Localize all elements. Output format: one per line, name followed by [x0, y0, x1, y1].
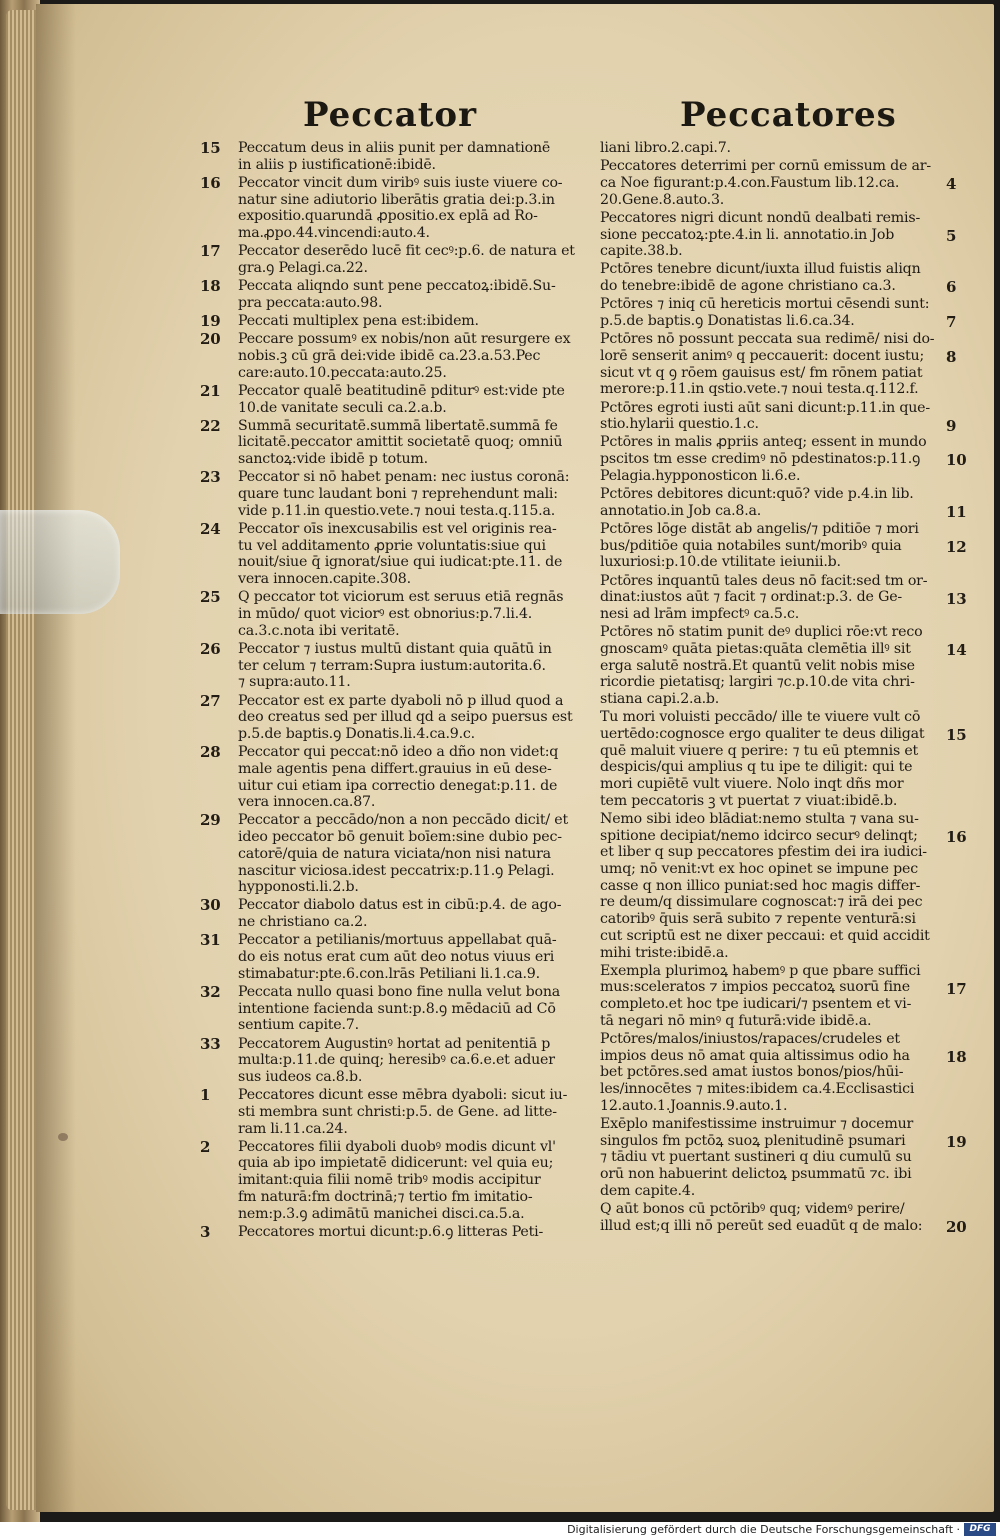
index-entry	[200, 1139, 590, 1223]
index-entry	[200, 418, 590, 468]
entry-number: 17	[946, 979, 967, 998]
index-entry	[600, 261, 957, 297]
index-entry	[200, 984, 590, 1034]
entry-number: 3	[200, 1222, 211, 1241]
index-entry	[600, 962, 967, 1030]
entry-number: 13	[946, 589, 967, 608]
entry-number: 20	[200, 330, 221, 349]
entry-number: 20	[946, 1218, 967, 1237]
entry-text: Peccator si nō habet penam: nec iustus coronā: quare tunc laudant boni ⁊ reprehendunt mali: vide p.11.in questio.vete.⁊ noui testa.q.115.a.	[238, 469, 570, 519]
entry-text: Q peccator tot viciorum est seruus etiā regnās in mūdo/ quot viciorꝰ est obnorius:p.7.li.4. ca.3.c.nota ibi veritatē.	[238, 589, 564, 639]
entry-text: Peccatores mortui dicunt:p.6.ꝯ litteras Peti-	[238, 1223, 544, 1240]
bookmark-clip	[0, 510, 120, 614]
entry-number: 14	[946, 641, 967, 660]
index-entry	[600, 434, 967, 484]
entry-number: 16	[200, 173, 221, 192]
digitization-footer	[0, 1522, 1000, 1537]
entry-number: 33	[200, 1034, 221, 1053]
entry-text: Pctōres/malos/iniustos/rapaces/crudeles et impios deus nō amat quia altissimus odio ha bet pctōres.sed amat iustos bonos/pios/hūi- les/innocētes ⁊ mites:ibidem ca.4.Ecclisastici 12.auto.1.Joannis.9.auto.1.	[600, 1031, 915, 1114]
entry-text: Peccatores deterrimi per cornū emissum de ar- ca Noe figurant:p.4.con.Faustum lib.12.ca. 20.Gene.8.auto.3.	[600, 158, 931, 208]
entry-number: 15	[946, 726, 967, 745]
index-entry	[200, 469, 590, 519]
entry-number: 1	[200, 1086, 211, 1105]
dfg-logo: DFG	[964, 1523, 996, 1536]
index-entry	[600, 1116, 967, 1200]
index-entry	[600, 1201, 967, 1237]
entry-text: Peccata nullo quasi bono fine nulla velut bona intentione facienda sunt:p.8.ꝯ mēdaciū ad Cō sentium capite.7.	[238, 983, 561, 1034]
index-entry	[600, 520, 967, 571]
entry-number: 16	[946, 827, 967, 846]
entry-number: 19	[200, 312, 221, 331]
index-entry	[600, 399, 957, 435]
index-entry	[200, 641, 590, 691]
entry-text: Peccator qui peccat:nō ideo a dño non videt:q male agentis pena differt.grauius in eū dese- uitur cui etiam ipa correctio denegat:p.11. de vera innocen.ca.87.	[238, 744, 559, 811]
index-entry	[200, 1036, 590, 1086]
entry-text: Peccator est ex parte dyaboli nō p illud quod a deo creatus sed per illud qd a seipo puersus est p.5.de baptis.ꝯ Donatis.li.4.ca.9.c.	[238, 692, 573, 742]
index-entry	[200, 140, 590, 173]
entry-text: Summā securitatē.summā libertatē.summā fe licitatē.peccator amittit societatē quoq; omniū sanctoꝝ:vide ibidē p totum.	[238, 417, 563, 468]
entry-text: Exēplo manifestissime instruimur ⁊ docemur singulos fm pctōꝝ suoꝝ plenitudinē psumari ⁊ tādiu vt puertant sustineri q diu cumulū su orū non habuerint delictoꝝ psummatū ⁊c. ibi dem capite.4.	[600, 1116, 914, 1199]
index-entry	[200, 1224, 590, 1241]
entry-number: 6	[946, 278, 957, 297]
entry-number: 11	[946, 503, 967, 522]
entry-number: 23	[200, 468, 221, 487]
entry-number: 32	[200, 982, 221, 1001]
entry-number: 7	[946, 313, 957, 332]
entry-text: Peccata aliqndo sunt pene peccatoꝝ:ibidē.Su- pra peccata:auto.98.	[238, 278, 556, 311]
entry-text: liani libro.2.capi.7.	[600, 140, 731, 156]
entry-text: Peccatores dicunt esse mēbra dyaboli: sicut iu- sti membra sunt christi:p.5. de Gene. ad litte- ram li.11.ca.24.	[238, 1087, 568, 1137]
index-entry	[200, 897, 590, 930]
entry-number: 25	[200, 588, 221, 607]
index-entry	[600, 572, 967, 623]
entry-text: Peccator qualē beatitudinē pditurꝰ est:vide pte 10.de vanitate seculi ca.2.a.b.	[238, 382, 565, 416]
entry-number: 26	[200, 639, 221, 658]
entry-number: 9	[946, 416, 957, 435]
gutter-shadow	[36, 4, 76, 1512]
index-entry	[600, 331, 957, 398]
running-header	[0, 95, 1000, 141]
entry-text: Peccator deserēdo lucē fit cecꝰ:p.6. de natura et gra.ꝯ Pelagi.ca.22.	[238, 243, 575, 276]
entry-text: Pctōres ⁊ iniq cū hereticis mortui cēsendi sunt: p.5.de baptis.ꝯ Donatistas li.6.ca.34.	[600, 296, 930, 330]
entry-text: Tu mori voluisti peccādo/ ille te viuere vult cō uertēdo:cognosce ergo qualiter te deus diligat quē maluit viuere q perire: ⁊ tu eū ptemnis et despicis/qui amplius q tu ipe te diligit: qui te mori cupiētē vult viuere. Nolo inqt dñs mor tem peccatoris ꝫ vt puertat ⁊ viuat:ibidē.b.	[600, 709, 925, 809]
entry-text: Pctōres egroti iusti aūt sani dicunt:p.11.in que- stio.hylarii questio.1.c.	[600, 399, 930, 433]
index-entry	[600, 709, 967, 809]
entry-text: Exempla plurimoꝝ habemꝰ p que pbare suffici mus:sceleratos ⁊ impios peccatoꝝ suorū fine completo.et hoc tpe iudicari/⁊ psentem et vi- tā negari nō minꝰ q futurā:vide ibidē.a.	[600, 962, 921, 1029]
right-column	[600, 140, 967, 1237]
entry-number: 19	[946, 1133, 967, 1152]
index-entry	[600, 140, 936, 157]
entry-number: 24	[200, 519, 221, 538]
index-entry	[200, 383, 590, 416]
entry-text: Q aūt bonos cū pctōribꝰ quq; videmꝰ perire/ illud est;q illi nō pereūt sed euadūt q de malo:	[600, 1201, 923, 1234]
entry-number: 4	[946, 175, 957, 194]
entry-number: 17	[200, 242, 221, 261]
entry-number: 31	[200, 931, 221, 950]
index-entry	[200, 331, 590, 381]
entry-text: Peccator diabolo datus est in cibū:p.4. de ago- ne christiano ca.2.	[238, 897, 562, 931]
index-entry	[200, 243, 590, 276]
index-entry	[200, 521, 590, 588]
entry-text: Peccare possumꝰ ex nobis/non aūt resurgere ex nobis.ꝫ cū grā dei:vide ibidē ca.23.a.53.Pec care:auto.10.peccata:auto.25.	[238, 331, 571, 381]
index-entry	[200, 589, 590, 639]
entry-text: Peccator ⁊ iustus multū distant quia quātū in ter celum ⁊ terram:Supra iustum:autorita.6. ⁊ supra:auto.11.	[238, 640, 552, 691]
header-right-title: Peccatores	[680, 95, 897, 135]
entry-number: 27	[200, 691, 221, 710]
index-entry	[600, 158, 957, 208]
index-entry	[200, 278, 590, 311]
entry-text: Pctōres lōge distāt ab angelis/⁊ pditiōe ⁊ mori bus/pditiōe quia notabiles sunt/moribꝰ quia luxuriosi:p.10.de vtilitate ieiunii.b.	[600, 520, 919, 571]
entry-number: 21	[200, 381, 221, 400]
index-entry	[600, 810, 967, 961]
index-entry	[200, 313, 590, 330]
index-entry	[600, 1031, 967, 1115]
entry-text: Peccator vincit dum viribꝰ suis iuste viuere co- natur sine adiutorio liberātis gratia dei:p.3.in expositio.quarundā ꝓpositio.ex eplā ad Ro- ma.ꝓpo.44.vincendi:auto.4.	[238, 174, 563, 242]
entry-number: 29	[200, 811, 221, 830]
entry-text: Pctōres tenebre dicunt/iuxta illud fuistis aliqn do tenebre:ibidē de agone christiano ca.3.	[600, 261, 921, 295]
entry-text: Peccatores nigri dicunt nondū dealbati remis- sione peccatoꝝ:pte.4.in li. annotatio.in Job capite.38.b.	[600, 209, 921, 260]
entry-text: Pctōres in malis ꝓpriis anteq; essent in mundo pscitos tm esse credimꝰ nō pdestinatos:p.11.ꝯ Pelagia.hypponosticon li.6.e.	[600, 434, 927, 484]
ink-stain	[58, 1133, 68, 1141]
index-entry	[600, 209, 957, 260]
index-entry	[600, 296, 957, 332]
entry-number: 2	[200, 1137, 211, 1156]
entry-text: Peccati multiplex pena est:ibidem.	[238, 313, 479, 330]
index-entry	[600, 486, 967, 522]
index-entry	[600, 624, 967, 708]
entry-number: 5	[946, 226, 957, 245]
header-left-title: Peccator	[303, 95, 478, 135]
index-entry	[200, 812, 590, 896]
index-entry	[200, 693, 590, 743]
entry-number: 28	[200, 743, 221, 762]
entry-text: Pctōres inquantū tales deus nō facit:sed tm or- dinat:iustos aūt ⁊ facit ⁊ ordinat:p.3. de Ge- nesi ad lrām impfectꝰ ca.5.c.	[600, 572, 928, 622]
entry-text: Pctōres nō statim punit deꝰ duplici rōe:vt reco gnoscamꝰ quāta pietas:quāta clemētia illꝰ sit erga salutē nostrā.Et quantū velit nobis mise ricordie pietatisq; largiri ⁊c.p.10.de vita chri- stiana capi.2.a.b.	[600, 624, 923, 707]
entry-number: 8	[946, 348, 957, 367]
entry-number: 30	[200, 896, 221, 915]
left-column	[200, 140, 590, 1242]
entry-text: Peccatorem Augustinꝰ hortat ad penitentiā p multa:p.11.de quinq; heresibꝰ ca.6.e.et aduer sus iudeos ca.8.b.	[238, 1035, 555, 1085]
entry-text: Peccatores filii dyaboli duobꝰ modis dicunt vl' quia ab ipo impietatē didicerunt: vel quia eu; imitant:quia filii nomē tribꝰ modis accipitur fm naturā:fm doctrinā;⁊ tertio fm imitatio- nem:p.3.ꝯ adimātū manichei disci.ca.5.a.	[238, 1138, 556, 1222]
entry-number: 12	[946, 537, 967, 556]
entry-text: Peccatum deus in aliis punit per damnationē in aliis p iustificationē:ibidē.	[238, 140, 551, 173]
footer-credit: Digitalisierung gefördert durch die Deutsche Forschungsgemeinschaft ·	[567, 1523, 960, 1536]
entry-number: 18	[946, 1048, 967, 1067]
entry-text: Peccator oīs inexcusabilis est vel originis rea- tu vel additamento ꝓprie voluntatis:siue qui nouit/siue q̄ ignorat/siue qui iudicat:pte.11. de vera innocen.capite.308.	[238, 520, 563, 588]
entry-text: Pctōres nō possunt peccata sua redimē/ nisi do- lorē senserit animꝰ q peccauerit: docent iustu; sicut vt q ꝯ rōem gauisus est/ fm rōnem patiat merore:p.11.in qstio.vete.⁊ noui testa.q.112.f.	[600, 331, 935, 398]
entry-number: 18	[200, 277, 221, 296]
entry-text: Peccator a petilianis/mortuus appellabat quā- do eis notus erat cum aūt deo notus viuus eri stimabatur:pte.6.con.lrās Petiliani li.1.ca.9.	[238, 932, 557, 982]
index-entry	[200, 175, 590, 242]
entry-number: 15	[200, 139, 221, 157]
entry-number: 22	[200, 416, 221, 435]
entry-text: Pctōres debitores dicunt:quō? vide p.4.in lib. annotatio.in Job ca.8.a.	[600, 486, 914, 519]
entry-text: Nemo sibi ideo blādiat:nemo stulta ⁊ vana su- spitione decipiat/nemo idcirco securꝰ delinqt; et liber q sup peccatores pfestim dei ira iudici- umq; nō venit:vt ex hoc opinet se impune pec casse q non illico puniat:sed hoc magis differ- re deum/q dissimulare cognoscat:⁊ irā dei pec catoribꝰ q̄uis serā subito ⁊ repente venturā:si cut scriptū est ne dixer peccaui: et quid accidit mihi triste:ibidē.a.	[600, 810, 930, 961]
index-entry	[200, 744, 590, 811]
index-entry	[200, 932, 590, 982]
index-entry	[200, 1087, 590, 1137]
entry-text: Peccator a peccādo/non a non peccādo dicit/ et ideo peccator bō genuit boīem:sine dubio pec- catorē/quia de natura viciata/non nisi natura nascitur viciosa.idest peccatrix:p.11.ꝯ Pelagi. hypponosti.li.2.b.	[238, 812, 568, 896]
entry-number: 10	[946, 451, 967, 470]
